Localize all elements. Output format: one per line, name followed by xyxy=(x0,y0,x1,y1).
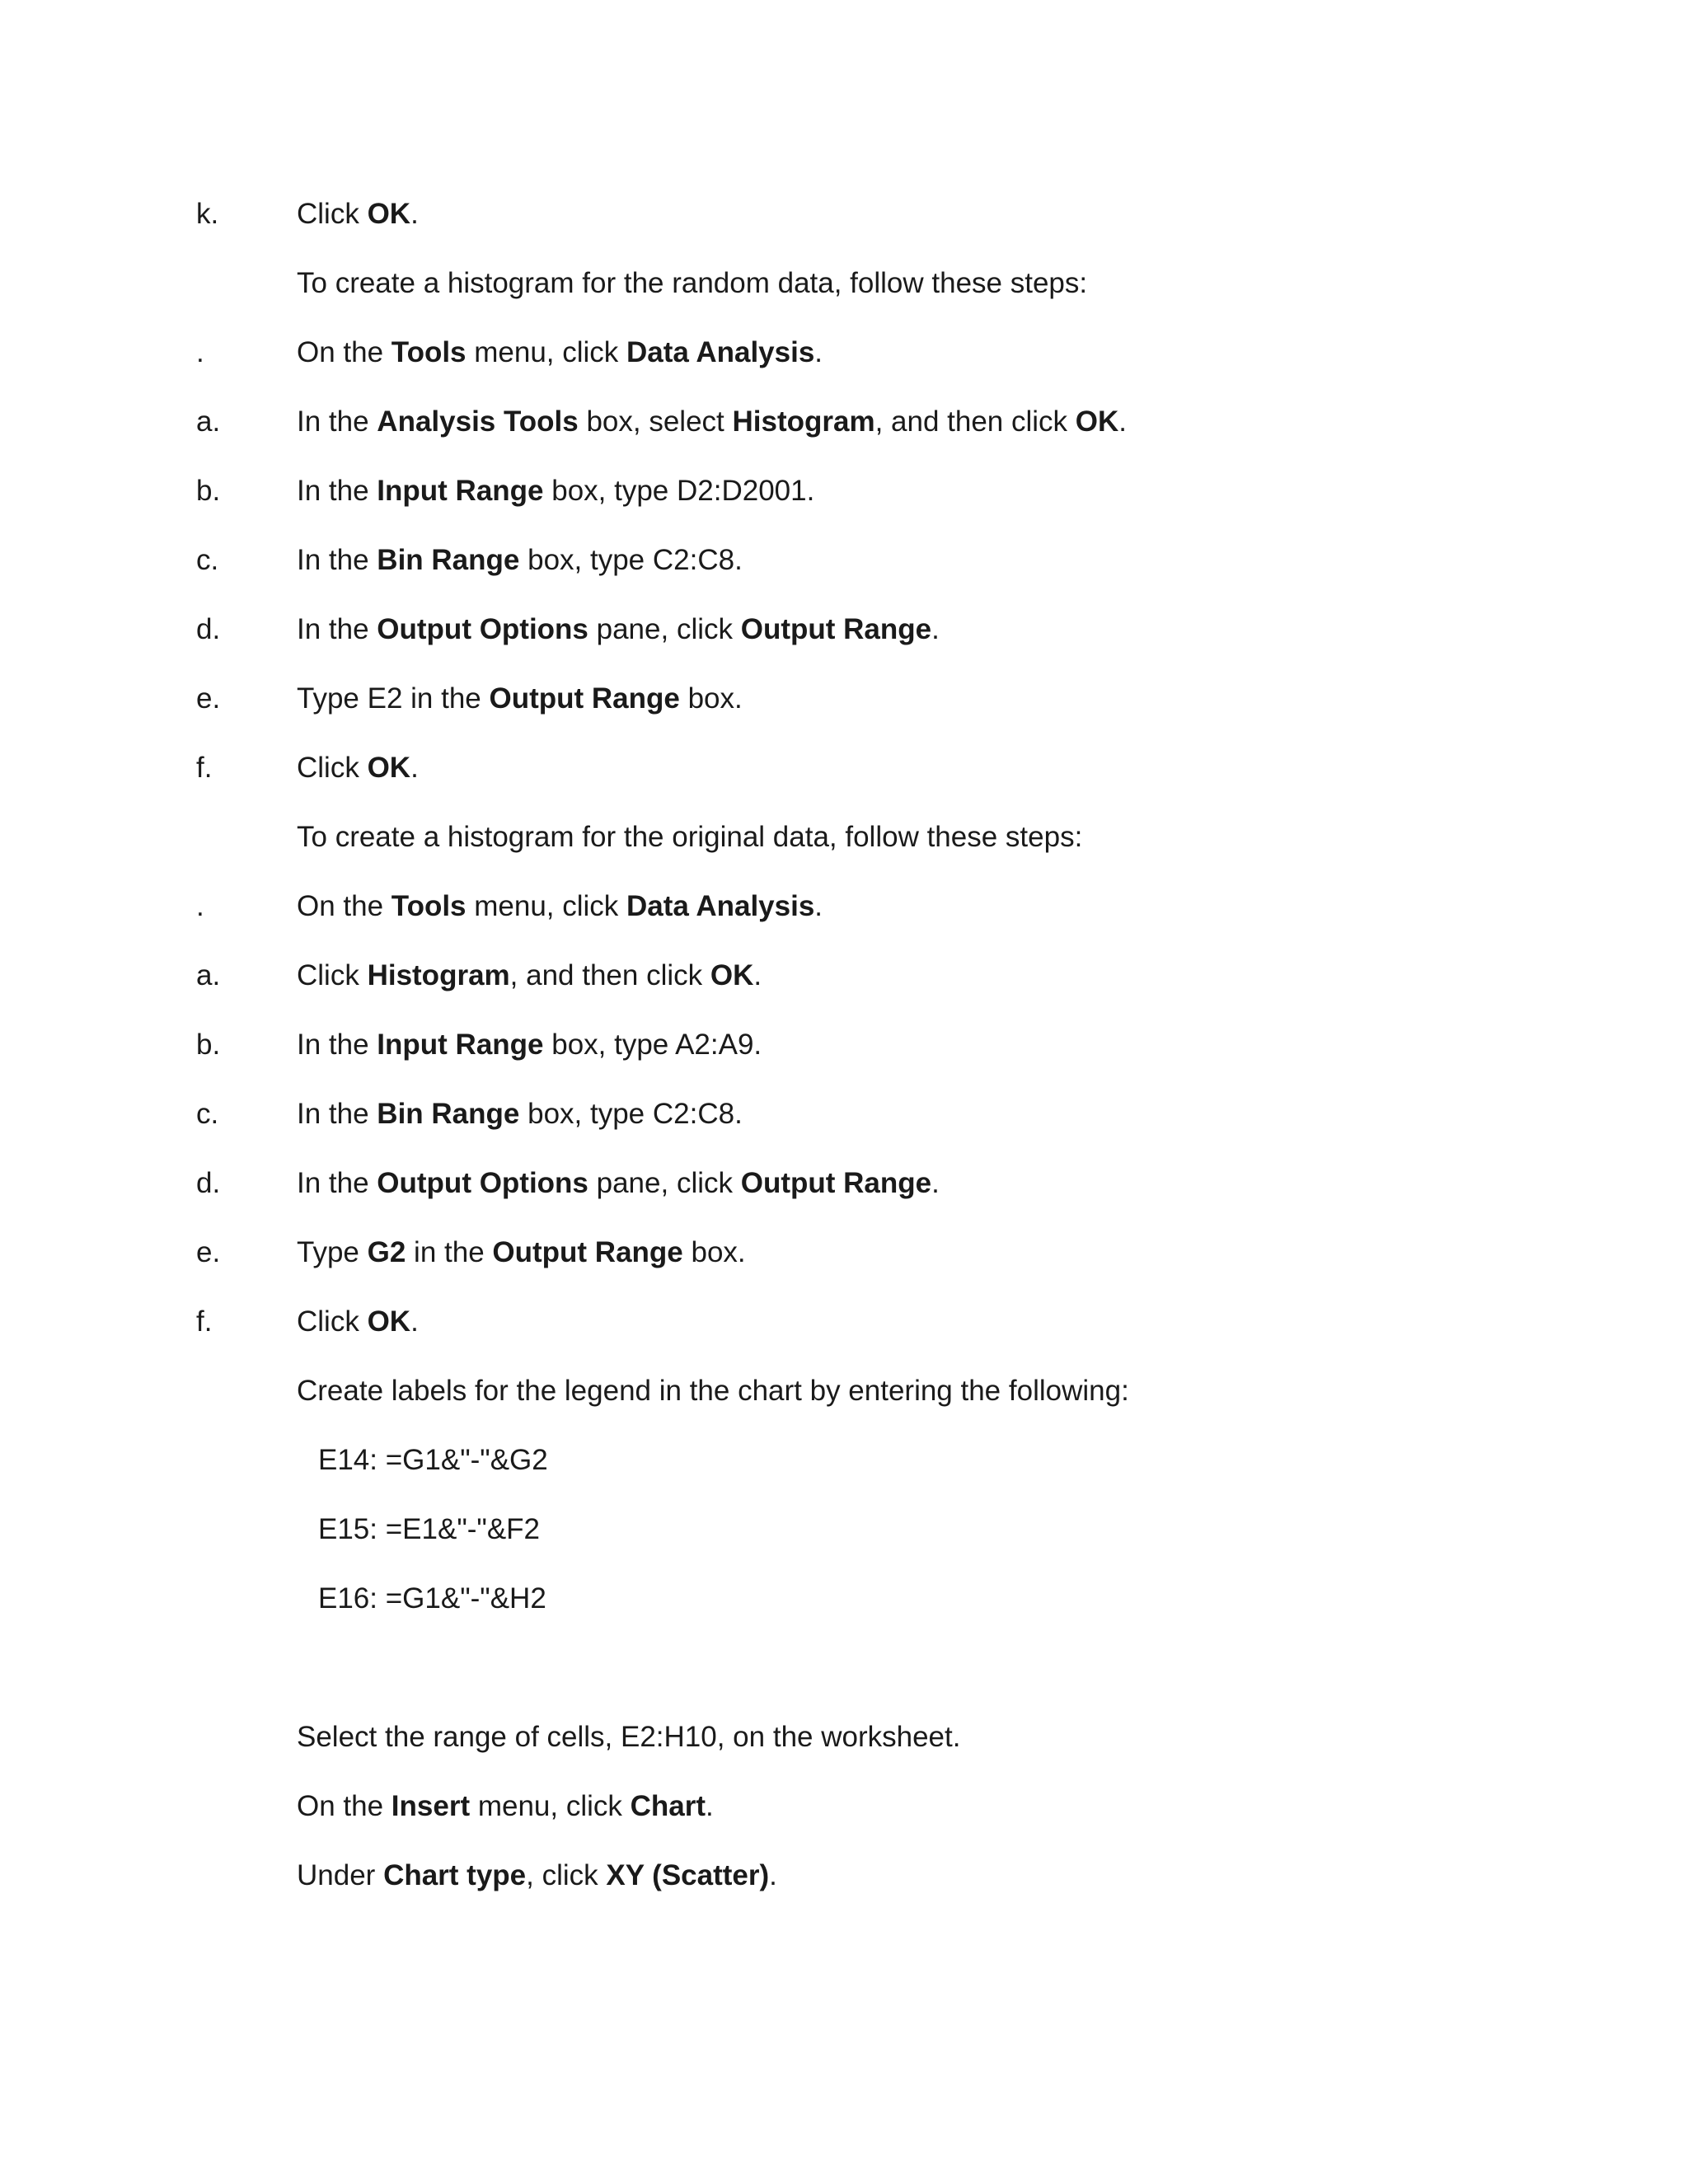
bold-term: Output Options xyxy=(377,613,588,645)
document-line xyxy=(0,1574,1688,1624)
document-line xyxy=(0,674,1688,724)
text-segment: box, type A2:A9. xyxy=(543,1029,762,1061)
document-line xyxy=(0,882,1688,931)
text-segment: pane, click xyxy=(588,1167,741,1199)
instruction-text xyxy=(297,536,743,585)
document-line xyxy=(0,1851,1688,1900)
bold-term: OK xyxy=(367,198,411,230)
document-line xyxy=(0,1713,1688,1762)
text-segment: . xyxy=(753,959,762,991)
text-segment: To create a histogram for the random data, follow these steps: xyxy=(297,267,1088,299)
bold-term: OK xyxy=(710,959,754,991)
bold-term: Tools xyxy=(391,890,467,922)
text-segment: pane, click xyxy=(588,613,741,645)
formula-text xyxy=(318,1505,540,1554)
formula-text xyxy=(318,1574,546,1624)
text-segment: In the xyxy=(297,475,377,507)
text-segment: Click xyxy=(297,1305,368,1338)
list-marker: e. xyxy=(196,682,221,715)
list-marker: d. xyxy=(196,1167,221,1199)
document-line xyxy=(0,1782,1688,1831)
bold-term: Bin Range xyxy=(377,544,520,576)
bold-term: Chart xyxy=(630,1790,706,1822)
bold-term: Chart type xyxy=(383,1859,527,1891)
text-segment: box, select xyxy=(578,405,733,438)
bold-term: Input Range xyxy=(377,475,544,507)
list-marker: f. xyxy=(196,752,213,784)
bold-term: OK xyxy=(367,752,411,784)
text-segment: . xyxy=(931,613,940,645)
instruction-text xyxy=(297,466,814,516)
text-segment: . xyxy=(769,1859,777,1891)
instruction-text xyxy=(297,1159,940,1208)
text-segment: Click xyxy=(297,198,368,230)
text-segment: Click xyxy=(297,959,368,991)
text-segment: . xyxy=(410,198,419,230)
text-segment: On the xyxy=(297,336,392,368)
text-segment: On the xyxy=(297,890,392,922)
list-marker: a. xyxy=(196,405,221,438)
text-segment: . xyxy=(410,1305,419,1338)
bold-term: XY (Scatter) xyxy=(606,1859,770,1891)
bold-term: Histogram xyxy=(367,959,510,991)
bold-term: Output Range xyxy=(740,613,932,645)
document-line xyxy=(0,813,1688,862)
instruction-text xyxy=(297,882,823,931)
text-segment: On the xyxy=(297,1790,392,1822)
instruction-text xyxy=(297,1228,746,1277)
text-segment: To create a histogram for the original data, follow these steps: xyxy=(297,821,1083,853)
instruction-text xyxy=(297,674,743,724)
text-segment: In the xyxy=(297,613,377,645)
list-marker: f. xyxy=(196,1305,213,1338)
document-line xyxy=(0,190,1688,239)
bold-term: Output Options xyxy=(377,1167,588,1199)
text-segment: In the xyxy=(297,544,377,576)
instruction-text xyxy=(297,951,762,1001)
list-marker: . xyxy=(196,336,204,368)
instruction-text xyxy=(297,1713,960,1762)
bold-term: Data Analysis xyxy=(626,890,815,922)
document-line xyxy=(0,259,1688,308)
list-marker: c. xyxy=(196,544,219,576)
text-segment: box, type C2:C8. xyxy=(519,544,743,576)
list-marker: d. xyxy=(196,613,221,645)
formula-text xyxy=(318,1436,548,1485)
instruction-text xyxy=(297,605,940,654)
list-marker: c. xyxy=(196,1098,219,1130)
text-segment: . xyxy=(1118,405,1128,438)
text-segment: menu, click xyxy=(466,890,627,922)
instruction-text xyxy=(297,1851,777,1900)
list-marker: k. xyxy=(196,198,219,230)
text-segment: , and then click xyxy=(874,405,1076,438)
text-segment: E14: =G1&"-"&G2 xyxy=(318,1444,548,1476)
list-marker: b. xyxy=(196,475,221,507)
text-segment: In the xyxy=(297,1167,377,1199)
text-segment: E16: =G1&"-"&H2 xyxy=(318,1582,546,1615)
instruction-text xyxy=(297,1297,419,1347)
bold-term: Analysis Tools xyxy=(377,405,579,438)
list-marker: e. xyxy=(196,1236,221,1268)
document-line xyxy=(0,1159,1688,1208)
text-segment: , click xyxy=(526,1859,607,1891)
text-segment: Type E2 in the xyxy=(297,682,490,715)
instruction-text xyxy=(297,1090,743,1139)
text-segment: . xyxy=(410,752,419,784)
text-segment: E15: =E1&"-"&F2 xyxy=(318,1513,541,1545)
document-line xyxy=(0,743,1688,793)
instruction-text xyxy=(297,328,823,377)
bold-term: Data Analysis xyxy=(626,336,815,368)
document-line xyxy=(0,466,1688,516)
document-line xyxy=(0,328,1688,377)
instruction-text xyxy=(297,1366,1129,1416)
document-line xyxy=(0,536,1688,585)
instruction-text xyxy=(297,743,419,793)
text-segment: box, type C2:C8. xyxy=(519,1098,743,1130)
text-segment: box. xyxy=(682,1236,746,1268)
text-segment: Under xyxy=(297,1859,384,1891)
text-segment: menu, click xyxy=(470,1790,631,1822)
text-segment: box, type D2:D2001. xyxy=(543,475,815,507)
instruction-text xyxy=(297,1782,714,1831)
bold-term: Output Range xyxy=(740,1167,932,1199)
bold-term: G2 xyxy=(367,1236,406,1268)
list-marker: . xyxy=(196,890,204,922)
bold-term: OK xyxy=(367,1305,411,1338)
instruction-text xyxy=(297,259,1087,308)
document-line xyxy=(0,951,1688,1001)
list-marker: a. xyxy=(196,959,221,991)
text-segment: In the xyxy=(297,1098,377,1130)
bold-term: Insert xyxy=(391,1790,471,1822)
text-segment: Select the range of cells, E2:H10, on the worksheet. xyxy=(297,1721,961,1753)
text-segment: . xyxy=(931,1167,940,1199)
document-line xyxy=(0,1436,1688,1485)
bold-term: Histogram xyxy=(732,405,875,438)
document-line xyxy=(0,605,1688,654)
document-line xyxy=(0,1366,1688,1416)
bold-term: OK xyxy=(1075,405,1119,438)
text-segment: Type xyxy=(297,1236,368,1268)
list-marker: b. xyxy=(196,1029,221,1061)
document-line xyxy=(0,1228,1688,1277)
bold-term: Input Range xyxy=(377,1029,544,1061)
text-segment: . xyxy=(814,336,823,368)
document-line xyxy=(0,397,1688,447)
instruction-text xyxy=(297,813,1082,862)
document-line xyxy=(0,1090,1688,1139)
document-line xyxy=(0,1505,1688,1554)
instruction-text xyxy=(297,1020,762,1070)
bold-term: Output Range xyxy=(489,682,680,715)
text-segment: , and then click xyxy=(509,959,710,991)
text-segment: Click xyxy=(297,752,368,784)
text-segment: menu, click xyxy=(466,336,627,368)
document-line xyxy=(0,1020,1688,1070)
text-segment: . xyxy=(814,890,823,922)
instruction-text xyxy=(297,397,1127,447)
text-segment: . xyxy=(706,1790,714,1822)
text-segment: Create labels for the legend in the chart by entering the following: xyxy=(297,1375,1129,1407)
bold-term: Tools xyxy=(391,336,467,368)
instruction-text xyxy=(297,190,419,239)
document-line xyxy=(0,1297,1688,1347)
text-segment: In the xyxy=(297,1029,377,1061)
bold-term: Output Range xyxy=(492,1236,683,1268)
bold-term: Bin Range xyxy=(377,1098,520,1130)
text-segment: In the xyxy=(297,405,377,438)
text-segment: in the xyxy=(406,1236,493,1268)
text-segment: box. xyxy=(679,682,743,715)
